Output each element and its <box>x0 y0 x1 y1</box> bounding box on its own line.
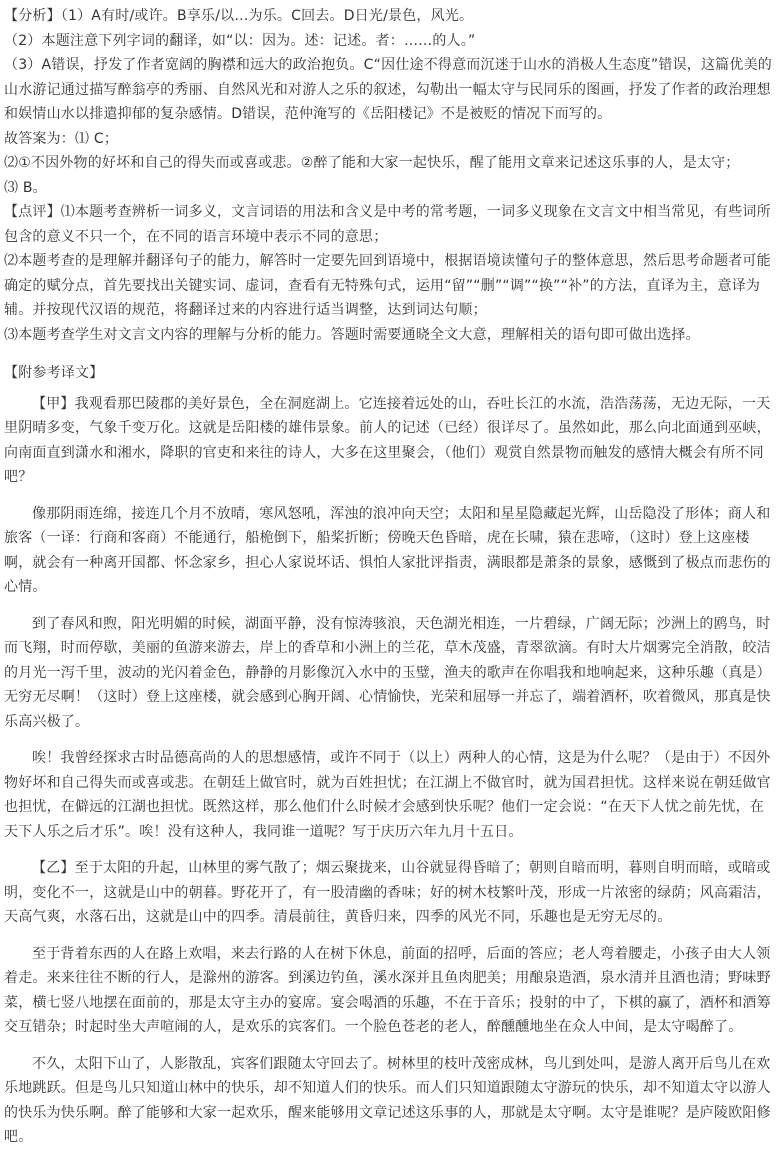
translation-paragraph-7: 不久，太阳下山了，人影散乱，宾客们跟随太守回去了。树林里的枝叶茂密成林，鸟儿到处叫，是游人离开后鸟儿在欢乐地跳跃。但是鸟儿只知道山林中的快乐，却不知道人们的快乐。而人们只知道跟随太守游玩的快乐，却不知道太守以游人的快乐为快乐啊。醉了能够和大家一起欢乐，醒来能够用文章记述这乐事的人，那就是太守啊。太守是谁呢？是庐陵欧阳修吧。 <box>4 1055 771 1145</box>
answer-line-2: ⑵①不因外物的好坏和自己的得失而或喜或悲。②醉了能和大家一起快乐，醒了能用文章来记述这乐事的人，是太守； <box>4 155 740 171</box>
comment-line-1: 【点评】⑴本题考查辨析一词多义，文言词语的用法和含义是中考的常考题，一词多义现象在文言文中相当常见，有些词所包含的意义不只一个，在不同的语言环境中表示不同的意思； <box>4 204 771 245</box>
analysis-line-3: （3）A错误，抒发了作者宽阔的胸襟和远大的政治抱负。C“因仕途不得意而沉迷于山水的消极人生态度”错误，这篇优美的山水游记通过描写醉翁亭的秀丽、自然风光和对游人之乐的叙述，勾勒出一幅太守与民同乐的图画，抒发了作者的政治理想和娱情山水以排遣抑郁的复杂感情。D错误，范仲淹写的《岳阳楼记》不是被贬的情况下而写的。 <box>4 57 772 122</box>
paragraph-spacer <box>4 490 774 502</box>
translation-paragraph-6: 至于背着东西的人在路上欢唱，来去行路的人在树下休息，前面的招呼，后面的答应；老人弯着腰走，小孩子由大人领着走。来来往往不断的行人，是滁州的游客。到溪边钓鱼，溪水深并且鱼肉肥美；用酿泉造酒，泉水清并且酒也清；野味野菜，横七竖八地摆在面前的，那是太守主办的宴席。宴会喝酒的乐趣，不在于音乐；投射的中了，下棋的赢了，酒杯和酒筹交互错杂；时起时坐大声喧闹的人，是欢乐的宾客们。一个脸色苍老的老人，醉醺醺地坐在众人中间，是太守喝醉了。 <box>4 945 771 1035</box>
section-spacer <box>4 347 774 361</box>
answer-line-3: ⑶ B。 <box>4 179 47 196</box>
answer-line-1: 故答案为：⑴ C； <box>4 130 119 147</box>
paragraph-spacer <box>4 600 774 612</box>
comment-line-3: ⑶本题考查学生对文言文内容的理解与分析的能力。答题时需要通晓全文大意，理解相关的语句即可做出选择。 <box>4 326 700 343</box>
paragraph-spacer <box>4 844 774 856</box>
translation-paragraph-5: 【乙】至于太阳的升起，山林里的雾气散了；烟云聚拢来，山谷就显得昏暗了；朝则自暗而明，暮则自明而暗，或暗或明，变化不一，这就是山中的朝暮。野花开了，有一股清幽的香味；好的树木枝繁叶茂，形成一片浓密的绿荫；风高霜洁，天高气爽，水落石出，这就是山中的四季。清晨前往，黄昏归来，四季的风光不同，乐趣也是无穷无尽的。 <box>4 860 771 925</box>
analysis-line-2: （2）本题注意下列字词的翻译，如“以：因为。述：记述。者：……的人。” <box>4 32 476 49</box>
paragraph-spacer <box>4 734 774 746</box>
paragraph-spacer <box>4 1040 774 1052</box>
translation-paragraph-3: 到了春风和煦，阳光明媚的时候，湖面平静，没有惊涛骇浪，天色湖光相连，一片碧绿，广阔无际；沙洲上的鸥鸟，时而飞翔，时而停歇，美丽的鱼游来游去，岸上的香草和小洲上的兰花，草木茂盛，青翠欲滴。有时大片烟雾完全消散，皎洁的月光一泻千里，波动的光闪着金色，静静的月影像沉入水中的玉璧，渔夫的歌声在你唱我和地响起来，这种乐趣（真是）无穷无尽啊！（这时）登上这座楼，就会感到心胸开阔、心情愉快，光荣和屈辱一并忘了，端着酒杯，吹着微风，那真是快乐高兴极了。 <box>4 615 771 730</box>
paragraph-spacer <box>4 930 774 942</box>
translation-section <box>4 361 774 1150</box>
translation-paragraph-1: 【甲】我观看那巴陵郡的美好景色，全在洞庭湖上。它连接着远处的山，吞吐长江的水流，浩浩荡荡，无边无际，一天里阴晴多变，气象千变万化。这就是岳阳楼的雄伟景象。前人的记述（已经）很详尽了。虽然如此，那么向北面通到巫峡，向南面直到潇水和湘水，降职的官吏和来往的诗人，大多在这里聚会，（他们）观赏自然景物而触发的感情大概会有所不同吧？ <box>4 395 771 485</box>
translation-paragraph-2: 像那阴雨连绵，接连几个月不放晴，寒风怒吼，浑浊的浪冲向天空；太阳和星星隐藏起光辉，山岳隐没了形体；商人和旅客（一译：行商和客商）不能通行，船桅倒下，船桨折断；傍晚天色昏暗，虎在长啸，猿在悲啼，（这时）登上这座楼啊，就会有一种离开国都、怀念家乡，担心人家说坏话、惧怕人家批评指责，满眼都是萧条的景象，感慨到了极点而悲伤的心情。 <box>4 505 771 595</box>
comment-line-2: ⑵本题考查的是理解并翻译句子的能力，解答时一定要先回到语境中，根据语境读懂句子的整体意思，然后思考命题者可能确定的赋分点，首先要找出关键实词、虚词，查看有无特殊句式，运用“留”“删”“调”“换”“补”的方法，直译为主，意译为辅。并按现代汉语的规范，将翻译过来的内容进行适当调整，达到词达句顺； <box>4 253 771 318</box>
translation-title: 【附参考译文】 <box>4 365 104 381</box>
analysis-line-1: 【分析】（1）A有时/或许。B享乐/以…为乐。C回去。D日光/景色，风光。 <box>4 8 474 24</box>
translation-paragraph-4: 唉！我曾经探求古时品德高尚的人的思想感情，或许不同于（以上）两种人的心情，这是为什么呢？（是由于）不因外物好坏和自己得失而或喜或悲。在朝廷上做官时，就为百姓担忧；在江湖上不做官时，就为国君担忧。这样来说在朝廷做官也担忧，在僻远的江湖也担忧。既然这样，那么他们什么时候才会感到快乐呢？他们一定会说：“在天下人忧之前先忧，在天下人乐之后才乐”。唉！没有这种人，我同谁一道呢？写于庆历六年九月十五日。 <box>4 750 771 840</box>
comment-section <box>4 200 774 347</box>
analysis-section <box>4 4 774 200</box>
